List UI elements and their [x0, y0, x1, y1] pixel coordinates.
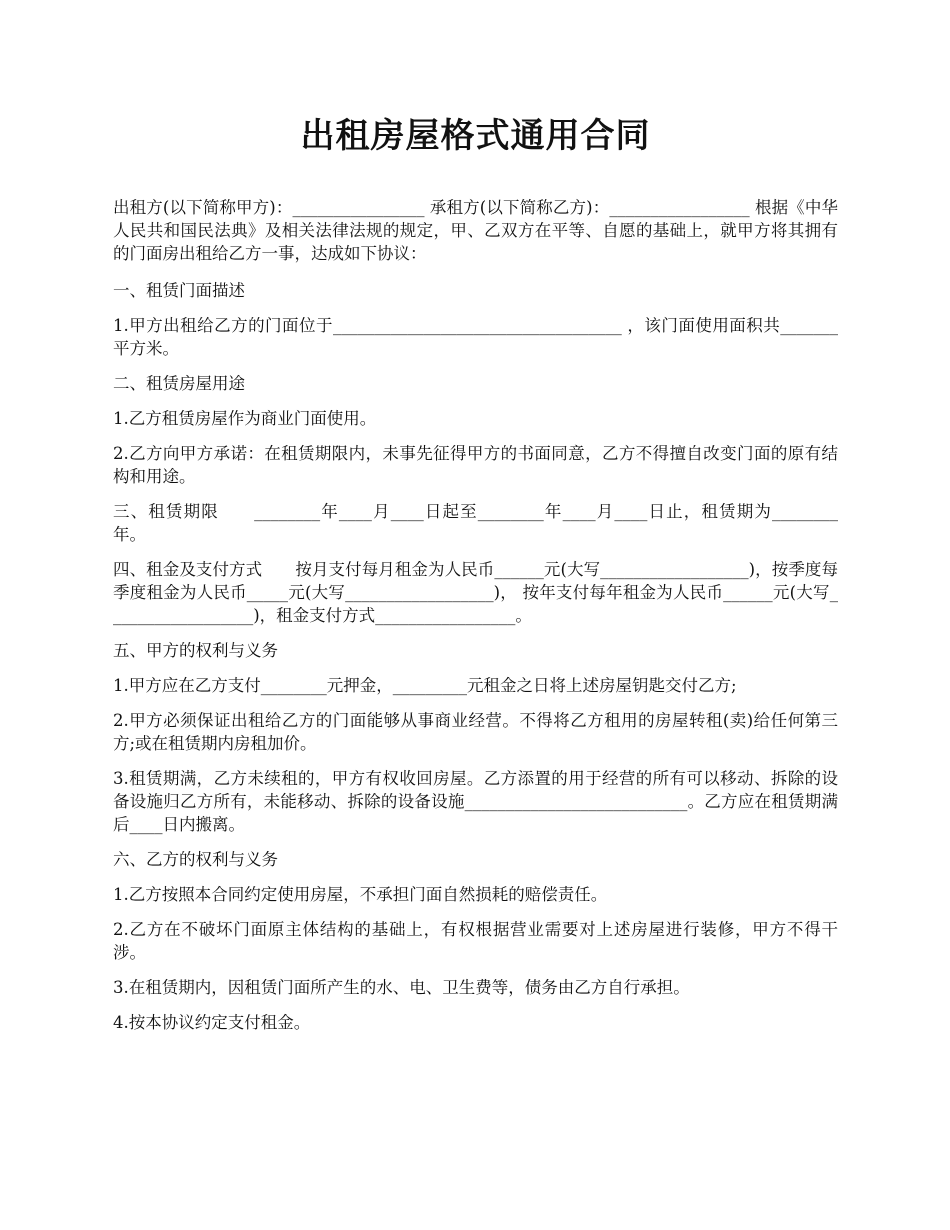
paragraph: 4.按本协议约定支付租金。: [113, 1013, 311, 1032]
section-heading-4: 四、租金及支付方式 按月支付每月租金为人民币______元(大写__________________)，按季度每季度租金为人民币_____元(大写__________________)， 按年支付每年租金为人民币______元(大写__________________)，租金支付方式_________________。: [113, 560, 838, 625]
section-heading-5: 五、甲方的权利与义务: [113, 641, 278, 660]
document-title: 出租房屋格式通用合同: [300, 116, 651, 156]
paragraph: 1.乙方租赁房屋作为商业门面使用。: [113, 409, 377, 428]
section-heading-2: 二、租赁房屋用途: [113, 374, 245, 393]
section-heading-6: 六、乙方的权利与义务: [113, 850, 278, 869]
paragraph: 1.甲方出租给乙方的门面位于___________________________________ ，该门面使用面积共_______平方米。: [113, 316, 838, 358]
paragraph: 3.在租赁期内，因租赁门面所产生的水、电、卫生费等，债务由乙方自行承担。: [113, 978, 690, 997]
paragraph: 2.甲方必须保证出租给乙方的门面能够从事商业经营。不得将乙方租用的房屋转租(卖)给任何第三方;或在租赁期内房租加价。: [113, 711, 838, 753]
paragraph: 1.甲方应在乙方支付________元押金，_________元租金之日将上述房屋钥匙交付乙方;: [113, 676, 737, 695]
paragraph: 2.乙方向甲方承诺：在租赁期限内，未事先征得甲方的书面同意，乙方不得擅自改变门面的原有结构和用途。: [113, 444, 838, 486]
section-heading-1: 一、租赁门面描述: [113, 281, 245, 300]
paragraph-intro: 出租方(以下简称甲方)：________________ 承租方(以下简称乙方)：_________________ 根据《中华人民共和国民法典》及相关法律法规的规定，甲、乙双方在平等、自愿的基础上，就甲方将其拥有的门面房出租给乙方一事，达成如下协议：: [113, 198, 838, 263]
paragraph: 1.乙方按照本合同约定使用房屋，不承担门面自然损耗的赔偿责任。: [113, 885, 608, 904]
paragraph: 2.乙方在不破坏门面原主体结构的基础上，有权根据营业需要对上述房屋进行装修，甲方不得干涉。: [113, 920, 838, 962]
section-heading-3: 三、租赁期限 ________年____月____日起至________年____月____日止，租赁期为________年。: [113, 502, 838, 544]
paragraph: 3.租赁期满，乙方未续租的，甲方有权收回房屋。乙方添置的用于经营的所有可以移动、拆除的设备设施归乙方所有，未能移动、拆除的设备设施___________________________。乙方应在租赁期满后____日内搬离。: [113, 769, 838, 834]
